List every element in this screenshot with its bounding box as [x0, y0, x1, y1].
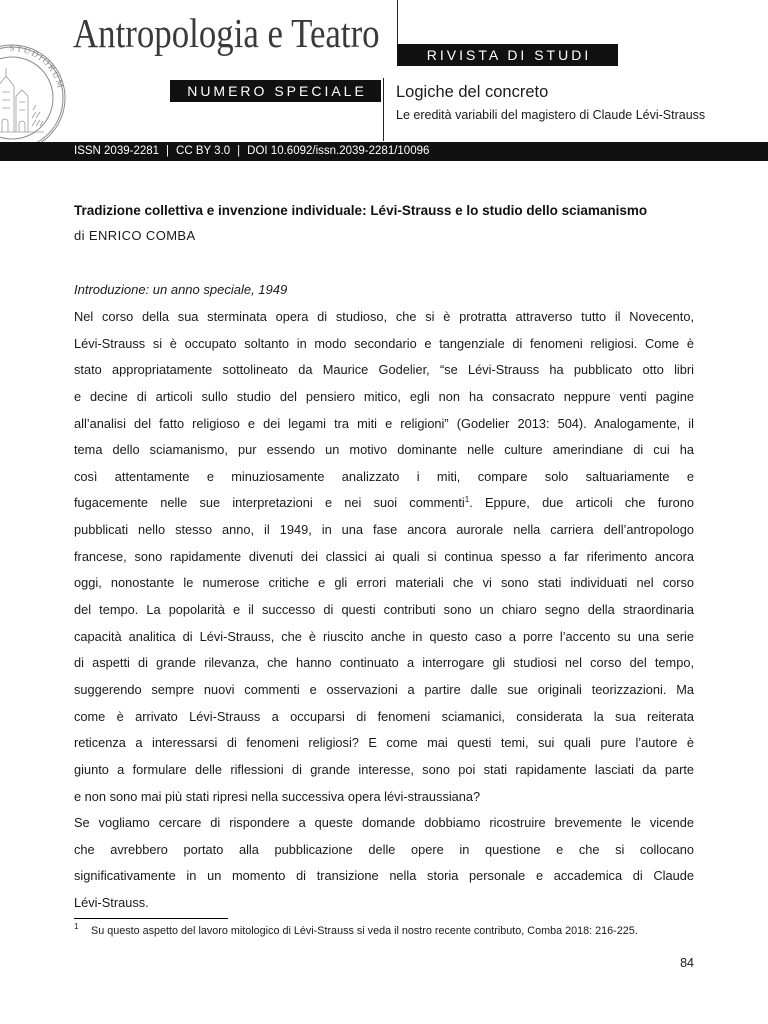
body-line: pubblicati nello stesso anno, il 1949, in una fase ancora aurorale nella carriera dell’antropologo: [74, 522, 694, 538]
body-line: reticenza a interessarsi di fenomeni religiosi? E come mai questi temi, sui quali pure l’autore è: [74, 735, 694, 751]
article-title: Tradizione collettiva e invenzione individuale: Lévi-Strauss e lo studio dello sciamanismo: [74, 203, 648, 218]
header-divider: [383, 78, 384, 141]
footnote-reference[interactable]: 1: [464, 495, 470, 505]
paragraph: [74, 304, 694, 810]
issn: ISSN 2039-2281: [74, 145, 160, 157]
body-text: [74, 304, 694, 917]
body-line: oggi, nonostante le numerose critiche e gli errori materiali che vi sono stati individuati nel corso: [74, 575, 694, 591]
footnote-number: 1: [74, 922, 79, 931]
section-heading: Introduzione: un anno speciale, 1949: [74, 282, 288, 297]
paragraph: [74, 810, 694, 917]
body-line: di aspetti di grande rilevanza, che hanno continuato a interrogare gli studiosi nel corso del tempo,: [74, 655, 694, 671]
body-line: che avrebbero portato alla pubblicazione delle opere in questione e che si collocano: [74, 841, 694, 857]
footnote-text: Su questo aspetto del lavoro mitologico di Lévi-Strauss si veda il nostro recente contributo, Comba 2018: 216-225.: [91, 925, 638, 937]
university-seal-icon: [0, 40, 72, 156]
publication-info-bar: [0, 142, 768, 161]
body-line: Lévi-Strauss.: [74, 895, 149, 911]
body-line: significativamente in un momento di transizione nella storia personale e accademica di Claude: [74, 868, 694, 884]
line-text: . Eppure, due articoli che furono: [469, 495, 694, 511]
body-line: capacità analitica di Lévi-Strauss, che è riuscito anche in questo caso a porre l’accento su una serie: [74, 628, 694, 644]
journal-subtitle-badge: RIVISTA DI STUDI: [397, 44, 618, 66]
body-line: francese, sono rapidamente divenuti dei classici ai quali si continua spesso a far riferimento ancora: [74, 548, 694, 564]
license: CC BY 3.0: [176, 145, 231, 157]
body-line: come è arrivato Lévi-Strauss a occuparsi di fenomeni sciamanici, considerata la sua reiterata: [74, 708, 694, 724]
body-line: e non sono mai più stati ripresi nella successiva opera lévi-straussiana?: [74, 788, 481, 804]
footnote-divider: [74, 918, 228, 919]
separator: |: [237, 145, 241, 157]
body-line: Lévi-Strauss si è occupato soltanto in modo secondario e tangenziale di fenomeni religiosi. Come è: [74, 335, 694, 351]
body-line: giunto a formulare delle riflessioni di grande interesse, sono poi stati rapidamente lasciati da parte: [74, 761, 694, 777]
body-line: tema dello sciamanismo, pur essendo un motivo dominante nelle culture amerindiane di cui ha: [74, 442, 694, 458]
page-number: 84: [680, 956, 694, 970]
body-line: così attentamente e minuziosamente analizzato i miti, compare solo saltuariamente e: [74, 468, 694, 484]
journal-title: Antropologia e Teatro: [73, 10, 380, 56]
separator: |: [166, 145, 170, 157]
body-line: e decine di articoli sullo studio del pensiero mitico, egli non ha consacrato neppure venti pagine: [74, 388, 694, 404]
header-divider: [397, 0, 398, 44]
body-line: suggerendo sempre nuovi commenti e osservazioni a partire dalle sue originali teorizzazioni. Ma: [74, 681, 694, 697]
body-line: Se vogliamo cercare di rispondere a queste domande dobbiamo ricostruire brevemente le vicende: [74, 815, 694, 831]
body-line: [74, 490, 694, 517]
line-text: fugacemente nelle sue interpretazioni e nei suoi commenti: [74, 495, 465, 511]
author-byline: di ENRICO COMBA: [74, 228, 196, 243]
issue-subtitle: Le eredità variabili del magistero di Claude Lévi-Strauss: [396, 108, 706, 122]
seal-lettering: STUDIORUM: [9, 42, 67, 91]
body-line: Nel corso della sua sterminata opera di studioso, che si è protratta attraverso tutto il Novecento,: [74, 309, 694, 324]
body-line: stato appropriatamente sottolineato da Maurice Godelier, “se Lévi-Strauss ha pubblicato otto libri: [74, 362, 694, 378]
doi: DOI 10.6092/issn.2039-2281/10096: [247, 145, 430, 157]
issue-title: Logiche del concreto: [396, 83, 549, 101]
body-line: all’analisi del fatto religioso e dei legami tra miti e religioni” (Godelier 2013: 504). Analogamente, il: [74, 415, 694, 431]
special-issue-badge: NUMERO SPECIALE: [170, 80, 381, 102]
body-line: del tempo. La popolarità e il successo di questi contributi sono un chiaro segno della straordinaria: [74, 602, 694, 618]
